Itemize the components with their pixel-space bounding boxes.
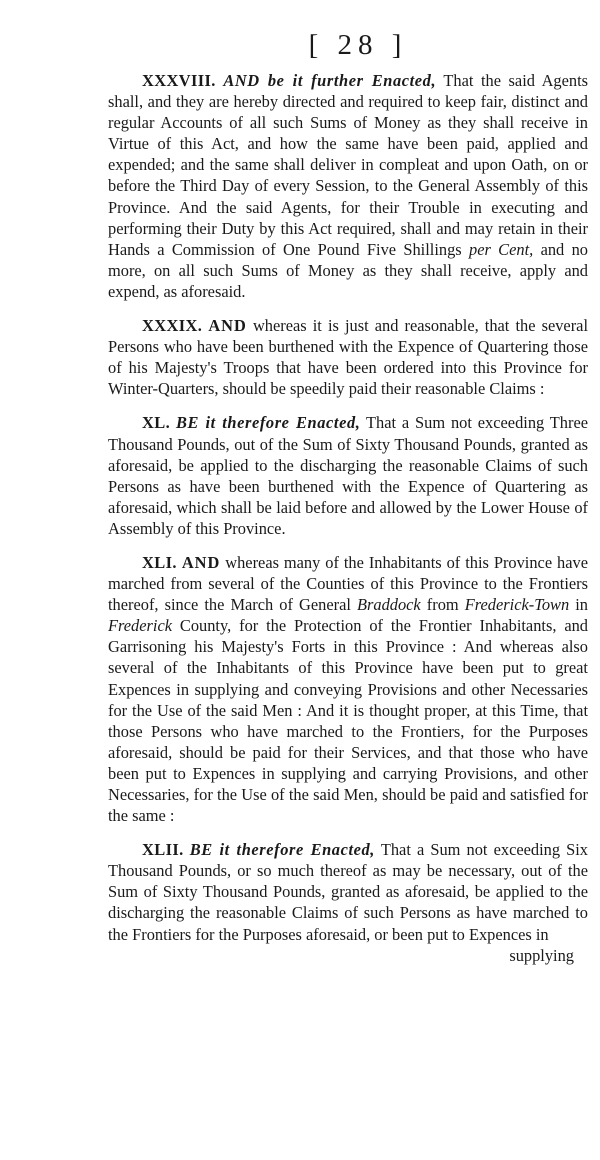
section-text-end: and no more, on all such Sums of Money as they shall receive, apply and expend, as aforesaid.	[108, 239, 588, 301]
document-page	[108, 28, 588, 966]
section-text: in	[569, 595, 588, 615]
section-number: XLII.	[142, 840, 184, 860]
section-xxxviii	[108, 70, 588, 302]
catchword: supplying	[509, 945, 574, 965]
section-number: XLI.	[142, 552, 177, 572]
place-name: Frederick-Town	[464, 595, 570, 615]
section-text: whereas it is just and reasonable, that the several Persons who have been burthened with the Expence of Quartering those of his Majesty's Troops that have been ordered into this Province for Winter-Quarters, should be speedily paid their reasonable Claims :	[108, 316, 588, 399]
section-text: That the said Agents shall, and they are hereby directed and required to keep fair, distinct and regular Accounts of all such Sums of Money as they shall receive in Virtue of this Act, and how the same have been paid, applied and expended; and the same shall deliver in compleat and upon Oath, on or before the Third Day of every Session, to the General Assembly of this Province. And the said Agents, for their Trouble in executing and performing their Duty by this Act required, shall and may retain in their Hands a Commission of One Pound Five Shillings	[108, 71, 589, 259]
section-xli	[108, 552, 588, 826]
page-number: [ 28 ]	[308, 29, 408, 61]
section-number: XL.	[142, 413, 171, 433]
section-lead: BE it therefore Enacted,	[175, 413, 361, 433]
section-xlii	[108, 839, 588, 944]
section-xxxix	[108, 315, 588, 399]
section-lead: BE it therefore Enacted,	[189, 840, 376, 860]
section-text: from	[420, 595, 465, 615]
section-lead: AND	[181, 552, 221, 572]
place-name: Frederick	[108, 616, 173, 636]
section-lead: AND	[208, 316, 247, 336]
section-italic: per Cent,	[469, 239, 534, 259]
section-text: whereas many of the Inhabitants of this Province have marched from several of the Counties of this Province to the Frontiers thereof, since the March of General	[108, 552, 588, 615]
section-text: That a Sum not exceeding Three Thousand Pounds, out of the Sum of Sixty Thousand Pounds, granted as aforesaid, be applied to the discharging the reasonable Claims of such Persons as have been burthened with the Expence of Quartering as aforesaid, which shall be laid before and allowed by the Lower House of Assembly of this Province.	[108, 413, 588, 538]
section-number: XXXVIII.	[142, 71, 216, 90]
person-name: Braddock	[356, 595, 421, 615]
section-text: That a Sum not exceeding Six Thousand Pounds, or so much thereof as may be necessary, out of the Sum of Sixty Thousand Pounds, granted as aforesaid, be applied to the discharging the reasonable Claims of such Persons as have marched to the Frontiers for the Purposes aforesaid, or been put to Expences in	[108, 840, 589, 944]
section-lead: AND be it further Enacted,	[223, 71, 437, 90]
section-xl	[108, 412, 588, 539]
section-text-end: County, for the Protection of the Frontier Inhabitants, and Garrisoning his Majesty's Forts in this Province : And whereas also several of the Inhabitants of this Province have been put to great Expences in supplying and conveying Provisions and other Necessaries for the Use of the said Men : And it is thought proper, at this Time, that those Persons who have marched to the Frontiers, for the Purposes aforesaid, should be paid for their Services, and that those who have been put to Expences in supplying and carrying Provisions, and other Necessaries, for the Use of the said Men, should be paid and satisfied for the same :	[108, 616, 588, 826]
section-number: XXXIX.	[142, 316, 203, 336]
